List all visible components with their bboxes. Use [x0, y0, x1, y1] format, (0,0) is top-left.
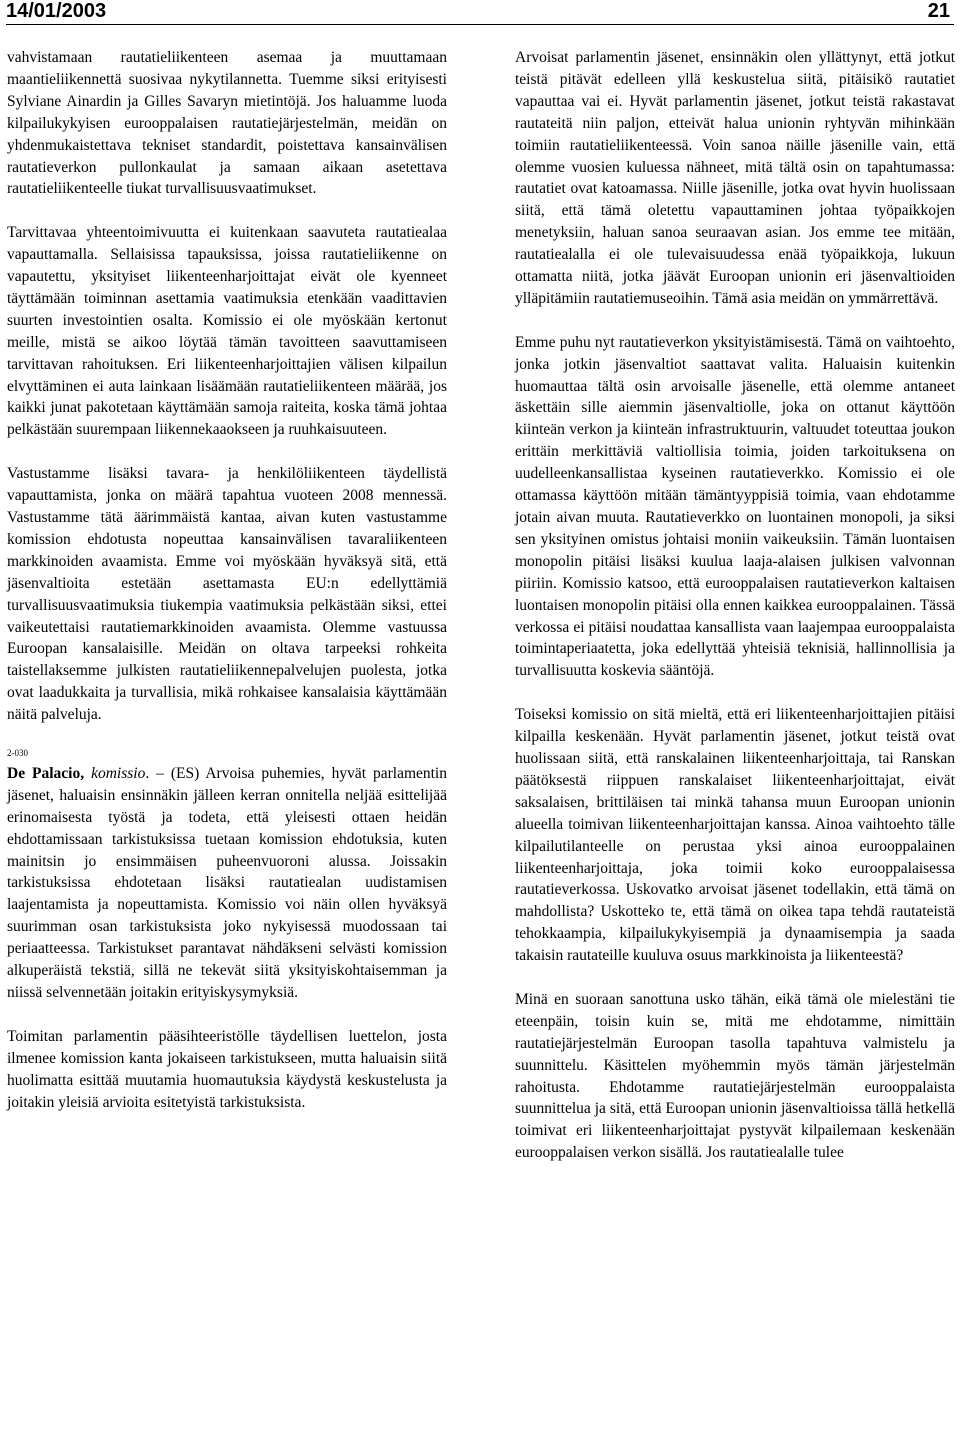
speech-text: . – (ES) Arvoisa puhemies, hyvät parlamentin jäsenet, haluaisin ensinnäkin jälleen kerran onnitella neljää esittelijää erinomaisesta työstä ja todeta, että yleisesti ottaen heidän ehdottamissaan tarkistuksissa tuetaan komission ehdotuksia, kuten mainitsin jo ensimmäisen puheenvuoroni alussa. Joissakin tarkistuksissa ehdotetaan lisäksi rautatiealan uudistamisen laajentamista ja nopeuttamista. Komissio voi näin ollen hyväksyä suurimman osan tarkistuksista joko nykyisessä muodossaan tai periaatteessa. Tarkistukset parantavat nähdäkseni selvästi komission alkuperäistä tekstiä, sillä ne tekevät siitä yksityiskohtaisemman ja niissä selvennetään joitakin erityiskysymyksiä.: [7, 764, 447, 1002]
paragraph: Emme puhu nyt rautatieverkon yksityistämisestä. Tämä on vaihtoehto, jonka jotkin jäsenvaltiot saattavat valita. Haluaisin kuitenkin huomauttaa tältä osin arvoisalle jäsenelle, että olemme antaneet äskettäin sille aiemmin jäsenvaltiolle, joka on ottanut käyttöön kiinteän verkon ja kiinteän infrastruktuurin, valtuudet toteuttaa joukon erittäin merkittäviä valtiollisia toimia, joiden tarkoituksena on uudelleenkansallistaa kyseinen rautatieverkko. Komissio ei ole ottamassa käyttöön mitään tämäntyyppisiä toimia, vaan ehdotamme jotain aivan muuta. Rautatieverkko on luontainen monopoli, ja siksi sen yksityinen omistus johtaisi moniin vaikeuksiin. Tämän luontaisen monopolin pitäisi lisäksi kuulua laaja-alaisen julkisen valvonnan piiriin. Komissio katsoo, että eurooppalaisen rautatieverkon kaltaisen luontaisen monopolin pitäisi olla ennen kaikkea eurooppalainen. Tässä verkossa ei pitäisi noudattaa kansallista vaan laajempaa eurooppalaista toimintaperiaatetta, joka edellyttää yhteisiä teknisiä, hallinnollisia ja turvallisuutta koskevia sääntöjä.: [515, 333, 955, 680]
header-page-number: 21: [927, 0, 950, 22]
speaker-code: 2-030: [7, 747, 28, 758]
header-date: 14/01/2003: [6, 0, 107, 22]
speaker-name: De Palacio,: [7, 764, 85, 782]
right-column: [515, 47, 955, 1164]
paragraph: vahvistamaan rautatieliikenteen asemaa ja muuttamaan maantieliikennettä suosivaa nykytilannetta. Tuemme siksi erityisesti Sylviane Ainardin ja Gilles Savaryn mietintöjä. Jos haluamme luoda kilpailukykyisen eurooppalaisen rautatiejärjestelmän, meidän on yhdenmukaistettava tekniset standardit, poistettava kansainvälisen rautatieverkon pullonkaulat ja samaan aikaan asetettava rautatieliikenteelle tiukat turvallisuusvaatimukset.: [7, 49, 447, 198]
paragraph: Arvoisat parlamentin jäsenet, ensinnäkin olen yllättynyt, että jotkut teistä pitävät edelleen yllä keskustelua siitä, pitäisikö rautatiet vapauttaa vai ei. Hyvät parlamentin jäsenet, jotkut teistä rakastavat rautateitä niin paljon, etteivät halua unionin ryhtyvän mihinkään toimiin rautatieliikenteessä. Voin sanoa näille jäsenille vain, että olemme vuosien kuluessa nähneet, mitä tältä osin on tapahtumassa: rautatiet ovat katoamassa. Niille jäsenille, jotka ovat hyvin huolissaan siitä, että tämä oletettu vapauttaminen johtaa työpaikkojen menetyksiin, haluan sanoa seuraavan asian. Jos emme tee mitään, rautatiealalla ei ole tulevaisuudessa enää työpaikkoja, lukuun ottamatta niitä, jotka jäävät Euroopan unionin eri jäsenvaltioiden ylläpitämiin rautatiemuseoihin. Tämä asia meidän on ymmärrettävä.: [515, 49, 955, 307]
paragraph: Tarvittavaa yhteentoimivuutta ei kuitenkaan saavuteta rautatiealaa vapauttamalla. Sellaisissa tapauksissa, joissa rautatieliikenne on vapautettu, yksityiset liikenteenharjoittajat eivät ole kyenneet täyttämään toiminnan asettamia vaatimuksia etenkään vaadittavien suurten investointien osalta. Komissio ei ole myöskään kertonut meille, mistä se aikoo löytää tämän tavoitteen saavuttamiseen tarvittavan rahoituksen. Eri liikenteenharjoittajien välisen kilpailun elvyttäminen ei auta lainkaan lisäämään rautatieliikenteen määrää, jos kaikki junat pakotetaan käyttämään samoja raiteita, koska tämä johtaa pelkästään suurempaan liikennekaaokseen ja ruuhkaisuuteen.: [7, 224, 447, 439]
paragraph: Minä en suoraan sanottuna usko tähän, eikä tämä ole mielestäni tie eteenpäin, toisin kuin se, mitä me ehdotamme, nimittäin rautatiejärjestelmän Euroopan tasolla tapahtuva valmistelu ja suunnittelu. Käsittelen myöhemmin myös tämän järjestelmän rahoitusta. Ehdotamme rautatiejärjestelmän eurooppalaista suunnittelua ja sitä, että Euroopan unionin jäsenvaltioissa tällä hetkellä toimivat eri liikenteenharjoittajat pystyvät kilpailemaan keskenään eurooppalaisen verkon sisällä. Jos rautatiealalle tulee: [515, 990, 955, 1162]
speech-paragraph: [7, 763, 447, 1004]
paragraph: Toiseksi komissio on sitä mieltä, että eri liikenteenharjoittajien pitäisi kilpailla keskenään. Hyvät parlamentin jäsenet, jotkut teistä ovat huolissaan siitä, että ranskalainen liikenteenharjoittaja, tai Ranskan päätöksestä riippuen ranskalaiset liikenteenharjoittajat, eivät saksalaisen, brittiläisen tai minkä tahansa muun Euroopan unionin alueella toimivan liikenteenharjoittajan kanssa. Ainoa vaihtoehto tälle kilpailutilanteelle on perustaa yksi ainoa eurooppalainen liikenteenharjoittaja, joka toimii koko eurooppalaisessa rautatieverkossa. Uskovatko arvoisat jäsenet todellakin, että tämä on mahdollista? Uskotteko te, että tämä on oikea tapa tehdä rautateistä tehokkaampia, kilpailukykyisempiä ja dynaamisempia ja saada takaisin rautateille kuuluva osuus markkinoista ja liikenteestä?: [515, 706, 955, 965]
left-column: [7, 47, 447, 1113]
page-header: [6, 0, 954, 25]
speaker-role: komissio: [91, 764, 146, 782]
paragraph: Toimitan parlamentin pääsihteeristölle täydellisen luettelon, josta ilmenee komission kanta jokaiseen tarkistukseen, mutta haluaisin siitä huolimatta esittää muutamia huomautuksia käydystä keskustelusta ja joitakin yleisiä arvioita esitetyistä tarkistuksista.: [7, 1027, 447, 1111]
paragraph: Vastustamme lisäksi tavara- ja henkilöliikenteen täydellistä vapauttamista, jonka on määrä tapahtua vuoteen 2008 mennessä. Vastustamme tätä äärimmäistä kantaa, aivan kuten vastustamme komission ehdotusta nopeuttaa kansainvälisen tavaraliikenteen markkinoiden avaamista. Emme voi myöskään hyväksyä sitä, että jäsenvaltioita estetään asettamasta EU:n edellyttämiä turvallisuusvaatimuksia tiukempia vaatimuksia pelkästään siksi, ettei vaikeutettaisi rautatiemarkkinoiden avaamista. Olemme vastuussa Euroopan kansalaisille. Meidän on oltava tarpeeksi rohkeita taistellaksemme julkisten rautatieliikennepalvelujen puolesta, jotka ovat laadukkaita ja turvallisia, mikä rohkaisee kansalaisia käyttämään näitä palveluja.: [7, 465, 447, 724]
